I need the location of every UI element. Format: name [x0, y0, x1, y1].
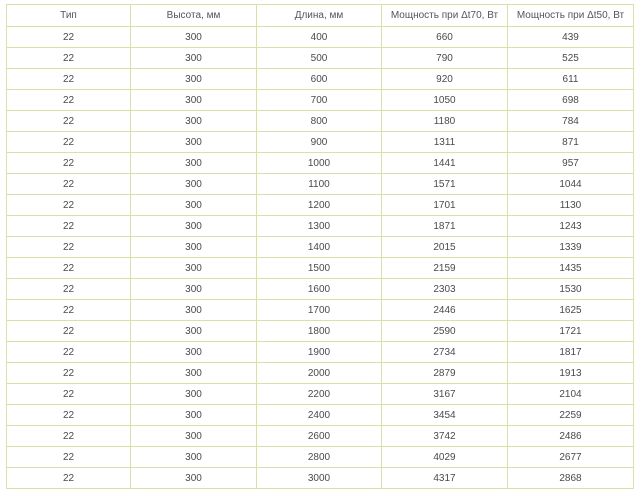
table-row	[7, 195, 634, 216]
cell-length: 600	[257, 69, 382, 90]
cell-type: 22	[7, 447, 131, 468]
cell-power-dt70: 1050	[382, 90, 508, 111]
cell-type: 22	[7, 195, 131, 216]
table-header	[7, 5, 634, 27]
cell-length: 1300	[257, 216, 382, 237]
header-row	[7, 5, 634, 27]
cell-power-dt50: 1721	[508, 321, 634, 342]
radiator-power-table	[6, 4, 634, 489]
table-row	[7, 426, 634, 447]
cell-power-dt50: 525	[508, 48, 634, 69]
cell-power-dt70: 1441	[382, 153, 508, 174]
cell-power-dt70: 2159	[382, 258, 508, 279]
cell-type: 22	[7, 111, 131, 132]
table-row	[7, 27, 634, 48]
cell-power-dt70: 2590	[382, 321, 508, 342]
table-row	[7, 258, 634, 279]
cell-power-dt50: 1130	[508, 195, 634, 216]
header-power-dt70: Мощность при Δt70, Вт	[382, 5, 508, 27]
cell-height: 300	[131, 405, 257, 426]
header-power-dt50: Мощность при Δt50, Вт	[508, 5, 634, 27]
cell-length: 2400	[257, 405, 382, 426]
cell-power-dt70: 660	[382, 27, 508, 48]
cell-height: 300	[131, 27, 257, 48]
cell-power-dt70: 2879	[382, 363, 508, 384]
cell-power-dt50: 957	[508, 153, 634, 174]
header-length: Длина, мм	[257, 5, 382, 27]
cell-power-dt50: 1817	[508, 342, 634, 363]
table-body	[7, 27, 634, 489]
cell-height: 300	[131, 342, 257, 363]
cell-power-dt70: 4029	[382, 447, 508, 468]
cell-power-dt70: 1180	[382, 111, 508, 132]
cell-power-dt70: 1701	[382, 195, 508, 216]
cell-type: 22	[7, 69, 131, 90]
cell-power-dt50: 1044	[508, 174, 634, 195]
cell-type: 22	[7, 363, 131, 384]
cell-length: 1500	[257, 258, 382, 279]
cell-type: 22	[7, 300, 131, 321]
cell-power-dt70: 1311	[382, 132, 508, 153]
cell-height: 300	[131, 111, 257, 132]
cell-power-dt70: 2015	[382, 237, 508, 258]
cell-length: 500	[257, 48, 382, 69]
cell-power-dt50: 1625	[508, 300, 634, 321]
table-row	[7, 447, 634, 468]
table-row	[7, 69, 634, 90]
cell-height: 300	[131, 174, 257, 195]
table-row	[7, 153, 634, 174]
cell-height: 300	[131, 153, 257, 174]
cell-power-dt50: 2104	[508, 384, 634, 405]
cell-height: 300	[131, 279, 257, 300]
cell-type: 22	[7, 27, 131, 48]
table-row	[7, 132, 634, 153]
cell-power-dt50: 1339	[508, 237, 634, 258]
cell-height: 300	[131, 468, 257, 489]
cell-type: 22	[7, 216, 131, 237]
header-height: Высота, мм	[131, 5, 257, 27]
cell-type: 22	[7, 405, 131, 426]
cell-length: 2800	[257, 447, 382, 468]
cell-length: 900	[257, 132, 382, 153]
cell-length: 400	[257, 27, 382, 48]
table-row	[7, 363, 634, 384]
table-row	[7, 405, 634, 426]
cell-type: 22	[7, 258, 131, 279]
cell-power-dt50: 1243	[508, 216, 634, 237]
cell-power-dt70: 3167	[382, 384, 508, 405]
cell-height: 300	[131, 195, 257, 216]
table-row	[7, 111, 634, 132]
table-row	[7, 48, 634, 69]
cell-height: 300	[131, 48, 257, 69]
cell-power-dt70: 2303	[382, 279, 508, 300]
cell-length: 1100	[257, 174, 382, 195]
cell-power-dt70: 3454	[382, 405, 508, 426]
table-container	[6, 4, 633, 489]
cell-type: 22	[7, 468, 131, 489]
cell-power-dt70: 3742	[382, 426, 508, 447]
cell-height: 300	[131, 384, 257, 405]
cell-power-dt50: 698	[508, 90, 634, 111]
cell-power-dt50: 2259	[508, 405, 634, 426]
cell-type: 22	[7, 426, 131, 447]
cell-power-dt50: 2677	[508, 447, 634, 468]
cell-power-dt70: 790	[382, 48, 508, 69]
cell-height: 300	[131, 447, 257, 468]
table-row	[7, 342, 634, 363]
cell-power-dt70: 2446	[382, 300, 508, 321]
cell-type: 22	[7, 279, 131, 300]
cell-length: 1800	[257, 321, 382, 342]
table-row	[7, 279, 634, 300]
cell-length: 2200	[257, 384, 382, 405]
cell-height: 300	[131, 258, 257, 279]
cell-power-dt70: 1571	[382, 174, 508, 195]
cell-length: 1700	[257, 300, 382, 321]
cell-type: 22	[7, 174, 131, 195]
cell-power-dt70: 2734	[382, 342, 508, 363]
cell-height: 300	[131, 321, 257, 342]
cell-power-dt70: 920	[382, 69, 508, 90]
cell-type: 22	[7, 342, 131, 363]
cell-type: 22	[7, 321, 131, 342]
cell-length: 1000	[257, 153, 382, 174]
cell-power-dt50: 2868	[508, 468, 634, 489]
cell-length: 1400	[257, 237, 382, 258]
cell-power-dt50: 871	[508, 132, 634, 153]
cell-height: 300	[131, 132, 257, 153]
cell-type: 22	[7, 132, 131, 153]
cell-power-dt50: 2486	[508, 426, 634, 447]
cell-type: 22	[7, 153, 131, 174]
table-row	[7, 321, 634, 342]
table-row	[7, 237, 634, 258]
cell-type: 22	[7, 48, 131, 69]
cell-power-dt50: 1530	[508, 279, 634, 300]
cell-height: 300	[131, 426, 257, 447]
cell-length: 1200	[257, 195, 382, 216]
cell-length: 3000	[257, 468, 382, 489]
table-row	[7, 90, 634, 111]
cell-type: 22	[7, 90, 131, 111]
cell-power-dt70: 1871	[382, 216, 508, 237]
cell-power-dt70: 4317	[382, 468, 508, 489]
cell-power-dt50: 611	[508, 69, 634, 90]
cell-type: 22	[7, 237, 131, 258]
cell-length: 1900	[257, 342, 382, 363]
cell-height: 300	[131, 216, 257, 237]
cell-power-dt50: 1913	[508, 363, 634, 384]
table-row	[7, 216, 634, 237]
table-row	[7, 384, 634, 405]
cell-length: 700	[257, 90, 382, 111]
cell-length: 1600	[257, 279, 382, 300]
cell-length: 2600	[257, 426, 382, 447]
cell-power-dt50: 1435	[508, 258, 634, 279]
cell-height: 300	[131, 300, 257, 321]
cell-height: 300	[131, 69, 257, 90]
cell-height: 300	[131, 237, 257, 258]
cell-power-dt50: 439	[508, 27, 634, 48]
cell-length: 2000	[257, 363, 382, 384]
cell-height: 300	[131, 90, 257, 111]
cell-length: 800	[257, 111, 382, 132]
table-row	[7, 174, 634, 195]
cell-type: 22	[7, 384, 131, 405]
cell-height: 300	[131, 363, 257, 384]
table-row	[7, 468, 634, 489]
header-type: Тип	[7, 5, 131, 27]
cell-power-dt50: 784	[508, 111, 634, 132]
table-row	[7, 300, 634, 321]
